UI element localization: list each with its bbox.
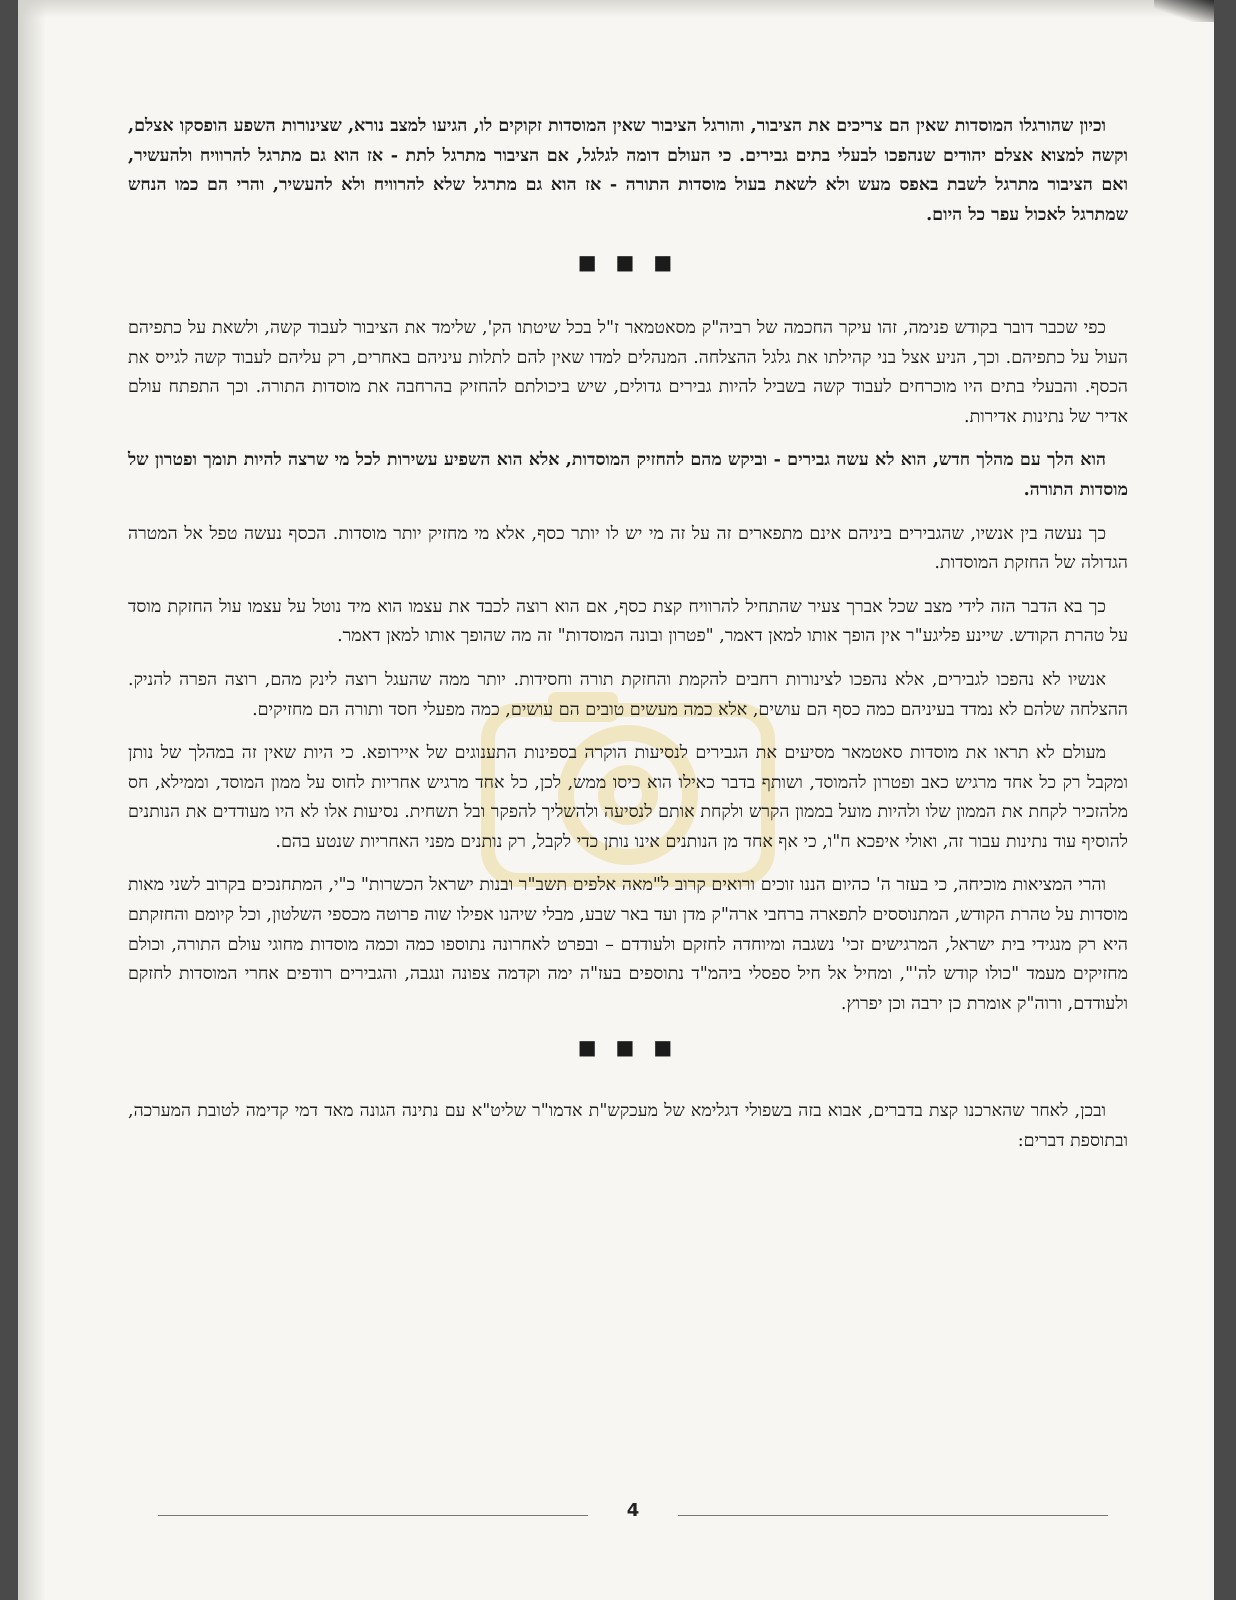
scanned-page — [18, 0, 1214, 1600]
paragraph: וכיון שהורגלו המוסדות שאין הם צריכים את הציבור, והורגל הציבור שאין המוסדות זקוקים לו, הגיעו למצב נורא, שצינורות השפע הופסקו אצלם, וקשה למצוא אצלם יהודים שנהפכו לבעלי בתים גבירים. כי העולם דומה לגלגל, אם הציבור מתרגל לתת - אז הוא גם מתרגל להרוויח ולהעשיר, ואם הציבור מתרגל לשבת באפס מעש ולא לשאת בעול מוסדות התורה - אז הוא גם מתרגל שלא להרוויח ולא להעשיר, והרי הם כמו הנחש שמתרגל לאכול עפר כל היום. — [128, 116, 1128, 225]
paragraph: כך נעשה בין אנשיו, שהגבירים ביניהם אינם מתפארים זה על זה מי יש לו יותר כסף, אלא מי מחזיק יותר מוסדות. הכסף נעשה טפל אל המטרה הגדולה של החזקת המוסדות. — [128, 523, 1128, 574]
page-top-shadow — [18, 0, 1214, 18]
section-separator: ■ ■ ■ — [577, 250, 679, 275]
paragraph: ובכן, לאחר שהארכנו קצת בדברים, אבוא בזה בשפולי דגלימא של מעכקש"ת אדמו"ר שליט"א עם נתינה הגונה מאד דמי קדימה לטובת המערכה, ובתוספת דברים: — [128, 1101, 1128, 1151]
paragraph: מעולם לא תראו את מוסדות סאטמאר מסיעים את הגבירים לנסיעות הוקרה בספינות התענוגים של איירופא. כי היות שאין זה במהלך של נותן ומקבל רק כל אחד מרגיש כאב ופטרון להמוסד, ושותף בדבר כאילו הוא כיסו ממש, לכן, כל אחד מרגיש אחריות לחוס על ממון המוסד, וממילא, חס מלהזכיר לקחת את הממון שלו ולהיות מועל בממון הקרש ולקחת אותם לנסיעה ולהשליך להפקר ובל תשחית. נסיעות אלו לא היו מעודדים את הנותנים להוסיף עוד נתינות עבור זה, ואולי איפכא ח"ו, כי אף אחד מן הנותנים אינו נותן כדי לקבל, רק נותנים מפני האחריות שנטע בהם. — [128, 743, 1128, 852]
scan-corner-shadow — [1154, 0, 1214, 22]
paragraph: הוא הלך עם מהלך חדש, הוא לא עשה גבירים - וביקש מהם להחזיק המוסדות, אלא הוא השפיע עשירות לכל מי שרצה להיות תומך ופטרון של מוסדות התורה. — [128, 450, 1128, 500]
article-body — [128, 112, 1128, 1170]
paragraph: כפי שכבר דובר בקודש פנימה, זהו עיקר החכמה של רביה"ק מסאטמאר ז"ל בכל שיטתו הק', שלימד את הציבור לעבוד קשה, ולשאת על כתפיהם העול על כתפיהם. וכך, הניע אצל בני קהילתו את גלגל ההצלחה. המנהלים למדו שאין להם לתלות עיניהם באחרים, רק עליהם לעבוד קשה לגייס את הכסף. והבעלי בתים היו מוכרחים לעבוד קשה בשביל להיות גבירים גדולים, שיש ביכולתם להחזיק בהרחבה את מוסדות התורה. וכך התפתח עולם אדיר של נתינות אדירות. — [128, 317, 1128, 427]
footer-rule — [678, 1515, 1108, 1516]
section-separator: ■ ■ ■ — [577, 1035, 679, 1060]
footer-rule — [158, 1515, 588, 1516]
paragraph: כך בא הדבר הזה לידי מצב שכל אברך צעיר שהתחיל להרוויח קצת כסף, אם הוא רוצה לכבד את עצמו הוא מיד נוטל על עצמו עול החזקת מוסד על טהרת הקודש. שיינע פליגע"ר אין הופך אותו למאן דאמר, "פטרון ובונה המוסדות" זה מה שהופך אותו למאן דאמר. — [128, 596, 1128, 647]
paragraph: והרי המציאות מוכיחה, כי בעזר ה' כהיום הננו זוכים ורואים קרוב ל"מאה אלפים תשב"ר ובנות ישראל הכשרות" כ"י, המתחנכים בקרוב לשני מאות מוסדות על טהרת הקודש, המתנוססים לתפארה ברחבי ארה"ק מדן ועד באר שבע, מבלי שיהנו אפילו שוה פרוטה מכספי השלטון, וכל קיומם והחזקתם היא רק מנגידי בית ישראל, המרגישים זכי' נשגבה ומיוחדה לחזקם ולעודדם – ובפרט לאחרונה נתוספו כמה וכמה מוסדות מחוגי עולם התורה, וכולם מחזיקים מעמד "כולו קודש לה'", ומחיל אל חיל ספסלי ביהמ"ד נתוספים בעז"ה ימה וקדמה צפונה ונגבה, והגבירים רודפים אחרי המוסדות לחזקם ולעודדם, ורוה"ק אומרת כן ירבה וכן יפרוץ. — [128, 875, 1128, 1014]
page-number: 4 — [626, 1500, 640, 1521]
page-left-shadow — [18, 0, 46, 1600]
paragraph: אנשיו לא נהפכו לגבירים, אלא נהפכו לצינורות רחבים להקמת והחזקת תורה וחסידות. יותר ממה שהעגל רוצה לינק מהם, רוצה הפרה להניק. ההצלחה שלהם לא נמדד בעיניהם כמה כסף הם עושים, אלא כמה מעשים טובים הם עושים, כמה מפעלי חסד ותורה הם מחזיקים. — [128, 669, 1128, 720]
page-footer — [158, 1500, 1108, 1530]
